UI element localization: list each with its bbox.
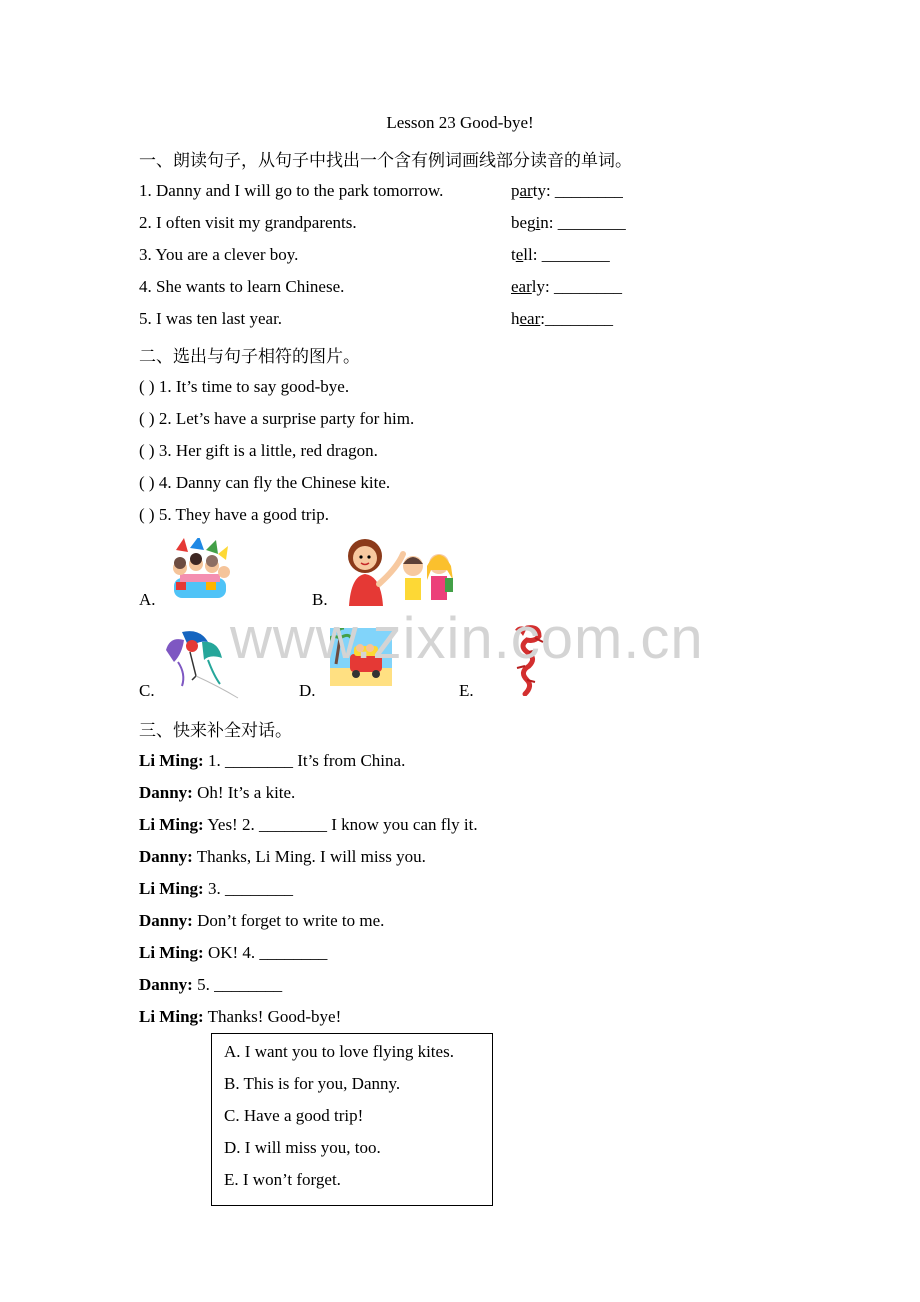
dialogue-line-1: Li Ming: 1. ________ It’s from China. (139, 751, 406, 770)
s1-sentence-1: 1. Danny and I will go to the park tomorrow. (139, 181, 444, 200)
s1-example-word-1: party: ________ (511, 181, 623, 200)
s2-item-2[interactable]: ( ) 2. Let’s have a surprise party for him. (139, 409, 415, 428)
section3-heading: 三、快来补全对话。 (139, 721, 292, 741)
s2-item-3[interactable]: ( ) 3. Her gift is a little, red dragon. (139, 441, 378, 460)
picture-label-b: B. (312, 590, 328, 609)
s1-sentence-2: 2. I often visit my grandparents. (139, 213, 357, 232)
option-d: D. I will miss you, too. (224, 1138, 381, 1157)
s1-example-word-4: early: ________ (511, 277, 622, 296)
option-e: E. I won’t forget. (224, 1170, 341, 1189)
s1-sentence-3: 3. You are a clever boy. (139, 245, 299, 264)
s2-item-4[interactable]: ( ) 4. Danny can fly the Chinese kite. (139, 473, 391, 492)
section2-heading: 二、选出与句子相符的图片。 (139, 347, 360, 367)
answer-blank[interactable]: : ________ (532, 245, 610, 264)
page-title: Lesson 23 Good-bye! (386, 113, 534, 132)
party-picture (166, 538, 232, 604)
dialogue-line-7: Li Ming: OK! 4. ________ (139, 943, 328, 962)
s1-sentence-4: 4. She wants to learn Chinese. (139, 277, 345, 296)
answer-blank[interactable]: : ________ (545, 277, 622, 296)
kite-picture (162, 628, 240, 700)
s1-sentence-5: 5. I was ten last year. (139, 309, 283, 328)
dialogue-line-4: Danny: Thanks, Li Ming. I will miss you. (139, 847, 426, 866)
section1-heading: 一、朗读句子，从句子中找出一个含有例词画线部分读音的单词。 (139, 151, 632, 171)
options-box (211, 1033, 493, 1206)
dialogue-line-3: Li Ming: Yes! 2. ________ I know you can fly it. (139, 815, 478, 834)
picture-label-e: E. (459, 681, 474, 700)
dialogue-line-8: Danny: 5. ________ (139, 975, 283, 994)
option-b: B. This is for you, Danny. (224, 1074, 401, 1093)
s2-item-5[interactable]: ( ) 5. They have a good trip. (139, 505, 329, 524)
picture-label-a: A. (139, 590, 156, 609)
dialogue-line-2: Danny: Oh! It’s a kite. (139, 783, 296, 802)
answer-blank[interactable]: : ________ (545, 181, 623, 200)
picture-label-c: C. (139, 681, 155, 700)
watermark: www.zixin.com.cn (230, 606, 704, 671)
goodbye-picture (341, 536, 459, 606)
s2-item-1[interactable]: ( ) 1. It’s time to say good-bye. (139, 377, 350, 396)
option-c: C. Have a good trip! (224, 1106, 364, 1125)
option-a: A. I want you to love flying kites. (224, 1042, 454, 1061)
dialogue-line-5: Li Ming: 3. ________ (139, 879, 293, 898)
picture-label-d: D. (299, 681, 316, 700)
answer-blank[interactable]: :________ (540, 309, 613, 328)
s1-example-word-5: hear:________ (511, 309, 613, 328)
dialogue-line-6: Danny: Don’t forget to write to me. (139, 911, 385, 930)
dialogue-line-9: Li Ming: Thanks! Good-bye! (139, 1007, 342, 1026)
s1-example-word-3: tell: ________ (511, 245, 610, 264)
s1-example-word-2: begin: ________ (511, 213, 626, 232)
answer-blank[interactable]: : ________ (548, 213, 626, 232)
